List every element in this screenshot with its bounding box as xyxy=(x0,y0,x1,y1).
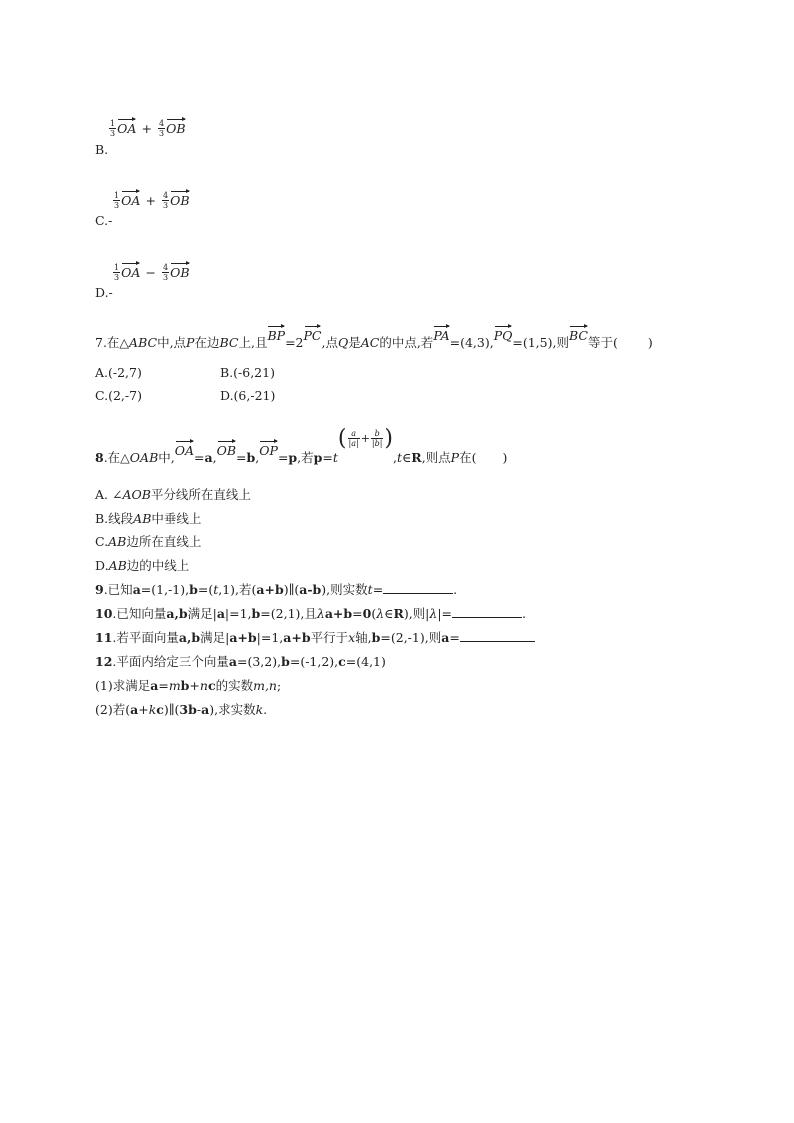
question-8: 8.在△OAB中,OA=a,OB=b,OP=p,若p=t( $\frac{a}{|a|}$ + $\frac{b}{|b|}$ ),t∈R,则点P在( ) xyxy=(95,426,508,465)
option-d-expression: $\frac{1}{3}$ OA − $\frac{4}{3}$ OB xyxy=(114,263,190,282)
q7-option-b: B.(-6,21) xyxy=(220,365,275,380)
q8-option-c: C.AB边所在直线上 xyxy=(95,534,202,549)
vector-oa: OA xyxy=(121,265,141,280)
q7-option-d: D.(6,-21) xyxy=(220,388,276,403)
question-7: 7.在△ABC中,点P在边BC上,且BP=2PC,点Q是AC的中点,若PA=(4,3),PQ=(1,5),则BC等于( ) xyxy=(95,328,653,350)
vector-pa: PA xyxy=(433,328,450,343)
fraction: $\frac{b}{|b|}$ xyxy=(371,429,383,448)
vector-oa: OA xyxy=(121,193,141,208)
vector-oa: OA xyxy=(174,443,195,458)
answer-blank[interactable] xyxy=(383,581,453,594)
vector-pq: PQ xyxy=(493,328,513,343)
q8-option-a: A. ∠AOB平分线所在直线上 xyxy=(95,487,251,502)
question-12-part-1: (1)求满足a=mb+nc的实数m,n; xyxy=(95,678,282,693)
fraction: $\frac{1}{3}$ xyxy=(110,119,116,138)
q8-fraction-expression: ( $\frac{a}{|a|}$ + $\frac{b}{|b|}$ ) xyxy=(337,426,394,451)
vector-ob: OB xyxy=(170,265,190,280)
answer-blank[interactable] xyxy=(460,629,535,642)
fraction: $\frac{4}{3}$ xyxy=(159,119,165,138)
option-c-label: C.- xyxy=(95,213,113,228)
fraction: $\frac{4}{3}$ xyxy=(163,191,169,210)
answer-blank[interactable] xyxy=(452,605,522,618)
option-b-expression: $\frac{1}{3}$ OA + $\frac{4}{3}$ OB xyxy=(110,119,186,138)
vector-ob: OB xyxy=(216,443,237,458)
vector-ob: OB xyxy=(170,193,190,208)
question-10: 10.已知向量a,b满足|a|=1,b=(2,1),且λa+b=0(λ∈R),则|λ|= . xyxy=(95,606,526,621)
vector-oa: OA xyxy=(117,121,137,136)
option-b-label: B. xyxy=(95,142,109,157)
q8-option-b: B.线段AB中垂线上 xyxy=(95,511,202,526)
question-11: 11.若平面向量a,b满足|a+b|=1,a+b平行于x轴,b=(2,-1),则a= xyxy=(95,628,535,646)
question-12-part-2: (2)若(a+kc)∥(3b-a),求实数k. xyxy=(95,702,268,717)
q7-option-c: C.(2,-7) xyxy=(95,388,142,403)
option-c-expression: $\frac{1}{3}$ OA + $\frac{4}{3}$ OB xyxy=(114,191,190,210)
fraction: $\frac{a}{|a|}$ xyxy=(348,429,359,448)
fraction: $\frac{1}{3}$ xyxy=(114,263,120,282)
vector-ob: OB xyxy=(166,121,186,136)
option-d-label: D.- xyxy=(95,285,113,300)
question-9: 9.已知a=(1,-1),b=(t,1),若(a+b)∥(a-b),则实数t= . xyxy=(95,582,458,597)
vector-pc: PC xyxy=(303,328,322,343)
vector-op: OP xyxy=(259,443,278,458)
vector-bp: BP xyxy=(267,328,286,343)
fraction: $\frac{1}{3}$ xyxy=(114,191,120,210)
question-12: 12.平面内给定三个向量a=(3,2),b=(-1,2),c=(4,1) xyxy=(95,654,386,669)
fraction: $\frac{4}{3}$ xyxy=(163,263,169,282)
vector-bc: BC xyxy=(568,328,588,343)
q7-option-a: A.(-2,7) xyxy=(95,365,142,380)
q8-option-d: D.AB边的中线上 xyxy=(95,558,190,573)
